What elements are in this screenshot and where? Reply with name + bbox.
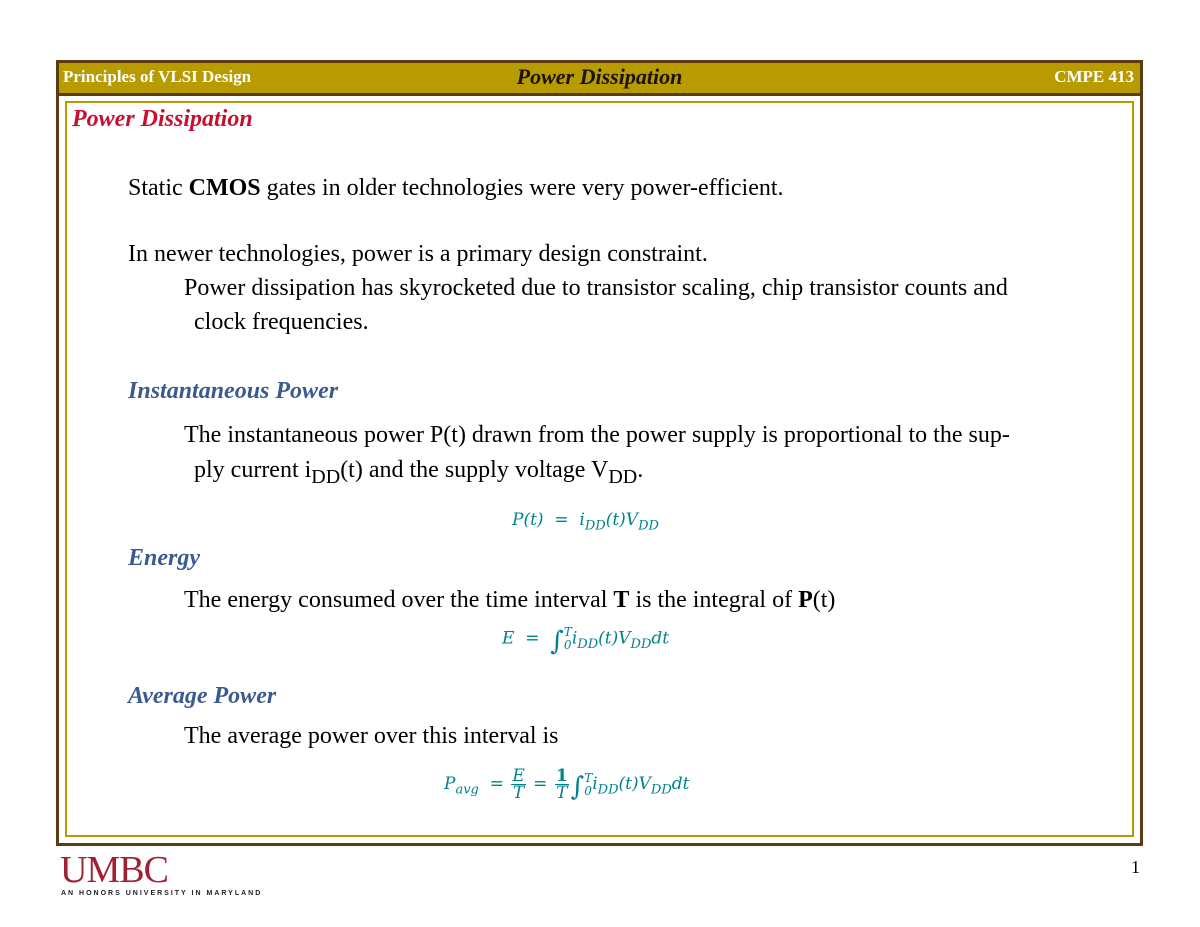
energy-text-e: (t) [812, 587, 836, 613]
inst-sub-dd: DD [311, 465, 341, 488]
newer-tech-line: In newer technologies, power is a primary design constraint. [128, 241, 708, 267]
static-text-c: gates in older technologies were very power-efficient. [260, 175, 784, 201]
heading-average-power: Average Power [128, 683, 277, 709]
slide-title: Power Dissipation [72, 106, 253, 132]
inst-text-c: . [637, 457, 644, 483]
header-bar [59, 63, 1140, 96]
course-title: Principles of VLSI Design [63, 67, 252, 86]
energy-text-a: The energy consumed over the time interval [184, 587, 614, 613]
static-text-a: Static [128, 175, 189, 201]
energy-text-d: P [798, 587, 813, 613]
energy-text-b: T [613, 587, 630, 613]
instantaneous-line-1: The instantaneous power P(t) drawn from the power supply is proportional to the sup- [184, 422, 1010, 448]
static-cmos-line [128, 174, 784, 203]
umbc-tagline: AN HONORS UNIVERSITY IN MARYLAND [61, 890, 263, 897]
static-text-b: CMOS [188, 175, 261, 201]
energy-line-1 [184, 586, 835, 615]
equation-average-power: $P_{avg}$ = $\frac{E}{T}$ = $\frac{1}{T}$ ∫T $0i_{DD}(t)V_{DD}dt$ [444, 766, 690, 803]
skyrocket-line-2: clock frequencies. [194, 309, 369, 335]
heading-energy: Energy [128, 545, 200, 571]
inst-sub-dd2: DD [608, 465, 638, 488]
instantaneous-line-2 [194, 456, 643, 489]
average-line-1: The average power over this interval is [184, 723, 559, 749]
page-number: 1 [1131, 857, 1140, 877]
course-code: CMPE 413 [1054, 67, 1134, 86]
umbc-logo: UMBC [60, 849, 168, 891]
heading-instantaneous-power: Instantaneous Power [128, 378, 339, 404]
energy-text-c: is the integral of [629, 587, 799, 613]
header-topic: Power Dissipation [516, 64, 683, 89]
equation-instantaneous-power: $P(t) = i_{DD}(t)V_{DD}$ [512, 510, 659, 534]
skyrocket-line-1: Power dissipation has skyrocketed due to transistor scaling, chip transistor counts and [184, 275, 1008, 301]
inst-text-a: ply current i [194, 457, 312, 483]
inst-text-b: (t) and the supply voltage V [340, 457, 609, 483]
equation-energy: E = ∫T $0i_{DD}(t)V_{DD}dt$ [502, 625, 670, 657]
